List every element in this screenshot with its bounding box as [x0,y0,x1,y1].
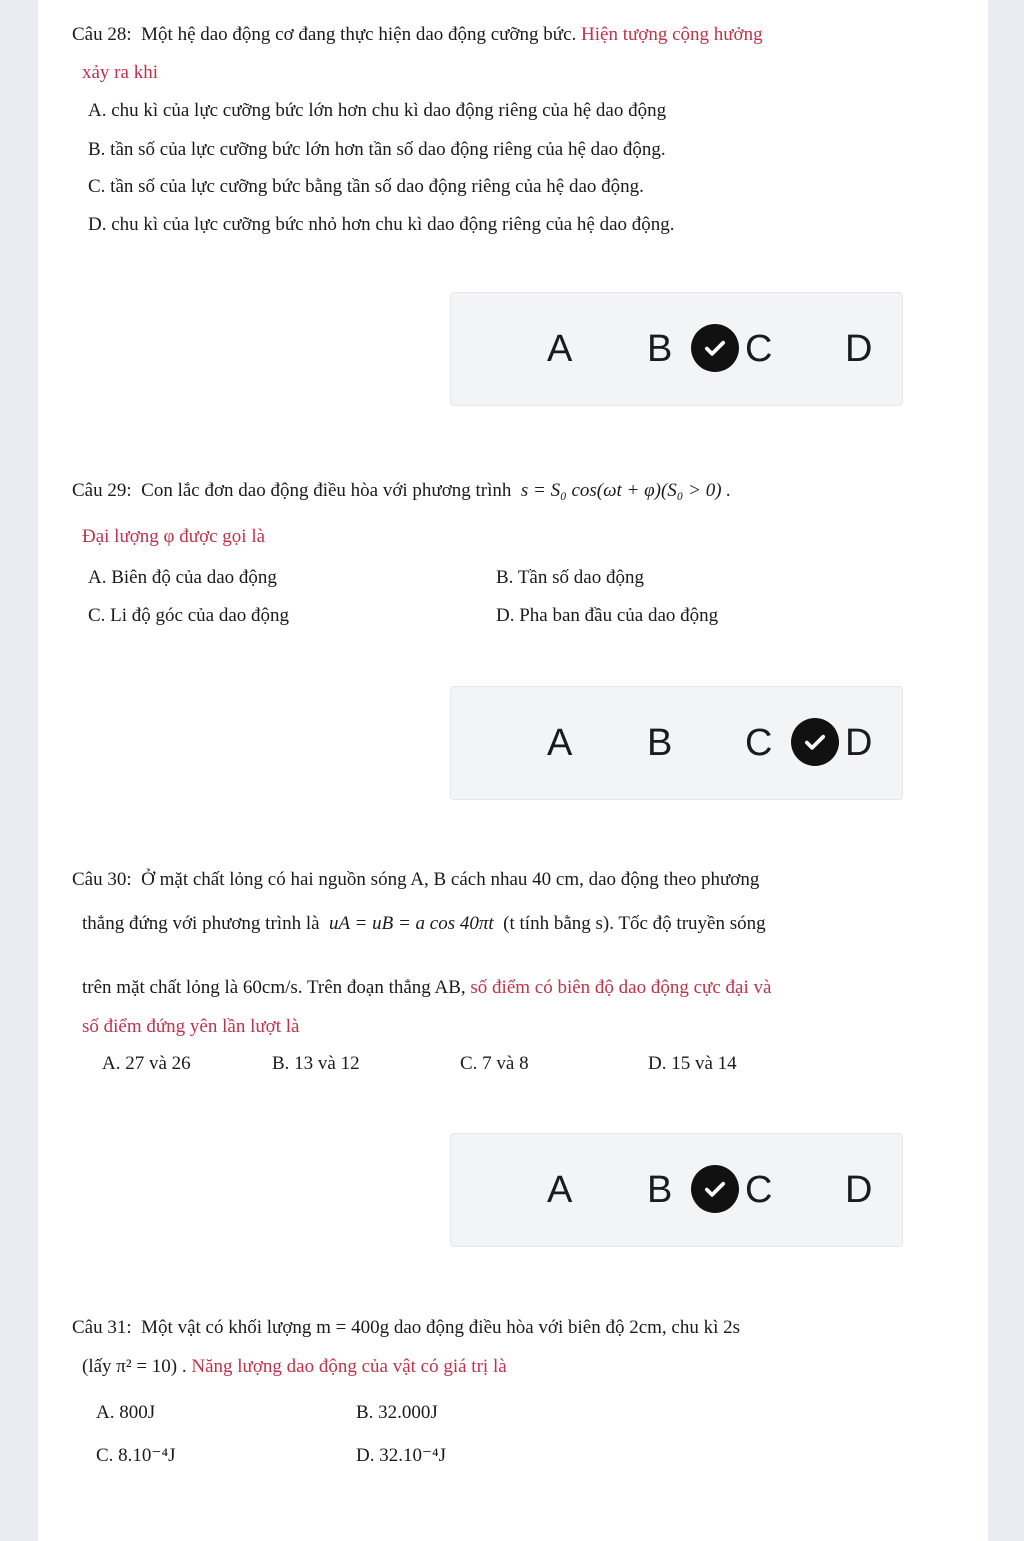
q30-text-2a: thẳng đứng với phương trình là [82,913,320,934]
q30-option-d: D. 15 và 14 [648,1053,737,1074]
q29-answer-c[interactable]: C [745,722,773,764]
q30-text-2b: (t tính bằng s). Tốc độ truyền sóng [503,913,766,934]
q29-red-line: Đại lượng φ được gọi là [82,526,266,547]
q29-answer-card [450,686,903,800]
q28-label: Câu 28: [72,24,132,45]
q30-answer-c[interactable]: C [745,1169,773,1211]
q29-option-a: A. Biên độ của dao động [88,567,277,588]
q28-stem-line1 [72,24,763,46]
q30-answer-a[interactable]: A [547,1169,573,1211]
q30-answer-card [450,1133,903,1247]
document-page [38,0,988,1541]
q28-option-c: C. tần số của lực cưỡng bức bằng tần số dao động riêng của hệ dao động. [88,176,644,197]
q30-option-c: C. 7 và 8 [460,1053,529,1074]
q29-text: Con lắc đơn dao động điều hòa với phương trình [141,480,512,501]
q28-option-a: A. chu kì của lực cưỡng bức lớn hơn chu kì dao động riêng của hệ dao động [88,100,667,121]
checkmark-icon [691,324,739,372]
q28-answer-a[interactable]: A [547,328,573,370]
q30-answer-d[interactable]: D [845,1169,873,1211]
q30-text-1: Ở mặt chất lỏng có hai nguồn sóng A, B cách nhau 40 cm, dao động theo phương [141,869,760,890]
q28-red-text: Hiện tượng cộng hưởng [581,24,763,45]
q28-answer-card [450,292,903,406]
q29-answer-b[interactable]: B [647,722,673,764]
q31-text-1: Một vật có khối lượng m = 400g dao động điều hòa với biên độ 2cm, chu kì 2s [141,1317,741,1338]
q30-label: Câu 30: [72,869,132,890]
q30-stem-line1 [72,869,759,891]
q31-stem-line2 [82,1356,507,1378]
q28-answer-b[interactable]: B [647,328,673,370]
q28-option-b: B. tần số của lực cưỡng bức lớn hơn tần số dao động riêng của hệ dao động. [88,139,666,160]
q29-formula: s = S₀ cos(ωt + φ)(S₀ > 0) . [520,480,732,501]
q31-text-2a: (lấy π² = 10) . [82,1356,187,1377]
q28-answer-c[interactable]: C [745,328,773,370]
q29-answer-a[interactable]: A [547,722,573,764]
q30-stem-line2 [82,913,766,935]
q31-stem-line1 [72,1317,740,1339]
q31-option-a: A. 800J [96,1402,156,1423]
q29-option-c: C. Li độ góc của dao động [88,605,290,626]
q31-option-d: D. 32.10⁻⁴J [356,1445,447,1466]
q29-option-b: B. Tần số dao động [496,567,644,588]
q30-text-3a: trên mặt chất lỏng là 60cm/s. Trên đoạn thẳng AB, [82,977,466,998]
q30-stem-line4: số điểm đứng yên lần lượt là [82,1016,300,1037]
checkmark-icon [691,1165,739,1213]
q28-text: Một hệ dao động cơ đang thực hiện dao động cưỡng bức. [141,24,577,45]
q30-red-text: số điểm có biên độ dao động cực đại và [470,977,772,998]
q31-option-b: B. 32.000J [356,1402,438,1423]
q29-label: Câu 29: [72,480,132,501]
q30-answer-b[interactable]: B [647,1169,673,1211]
q28-option-d: D. chu kì của lực cưỡng bức nhỏ hơn chu kì dao động riêng của hệ dao động. [88,214,675,235]
q30-formula: uA = uB = a cos 40πt [329,913,494,934]
q29-stem-line1 [72,480,731,502]
q28-answer-d[interactable]: D [845,328,873,370]
q31-label: Câu 31: [72,1317,132,1338]
checkmark-icon [791,718,839,766]
q31-red-text: Năng lượng dao động của vật có giá trị là [191,1356,507,1377]
q30-option-a: A. 27 và 26 [102,1053,191,1074]
q31-option-c: C. 8.10⁻⁴J [96,1445,176,1466]
q28-stem-line2: xảy ra khi [82,62,158,83]
q30-stem-line3 [82,977,771,999]
q30-option-b: B. 13 và 12 [272,1053,360,1074]
q29-answer-d[interactable]: D [845,722,873,764]
q29-option-d: D. Pha ban đầu của dao động [496,605,719,626]
